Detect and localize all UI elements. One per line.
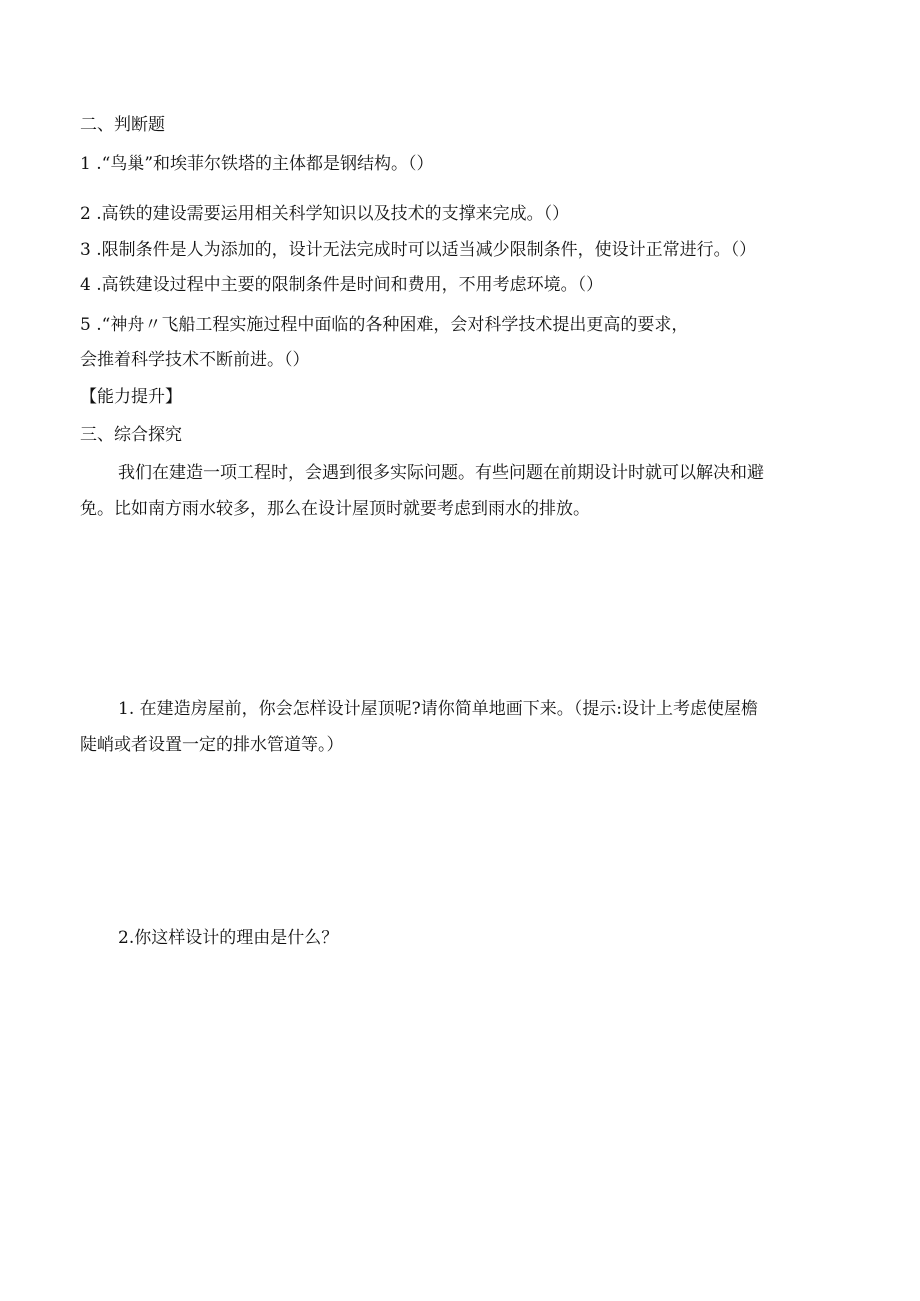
intro-line-2: 免。比如南方雨水较多，那么在设计屋顶时就要考虑到雨水的排放。 [80, 499, 590, 519]
question-1-line-2: 陡峭或者设置一定的排水管道等。） [80, 735, 344, 755]
judge-item-3: 3 .限制条件是人为添加的，设计无法完成时可以适当减少限制条件，使设计正常进行。（） [80, 240, 757, 260]
judge-item-4: 4 .高铁建设过程中主要的限制条件是时间和费用，不用考虑环境。（） [80, 275, 604, 295]
judge-item-5-cont: 会推着科学技术不断前进。（） [80, 350, 310, 370]
section2-heading: 二、判断题 [80, 115, 165, 135]
judge-item-1: 1 .“鸟巢”和埃菲尔铁塔的主体都是钢结构。（） [80, 154, 434, 174]
question-1-line-1: 1. 在建造房屋前，你会怎样设计屋顶呢?请你简单地画下来。（提示:设计上考虑使屋檐 [118, 699, 758, 719]
section3-heading: 三、综合探究 [80, 425, 182, 445]
intro-line-1: 我们在建造一项工程时，会遇到很多实际问题。有些问题在前期设计时就可以解决和避 [118, 463, 764, 483]
judge-item-5: 5 .“神舟〃飞船工程实施过程中面临的各种困难，会对科学技术提出更高的要求， [80, 315, 689, 335]
ability-heading: 【能力提升】 [80, 387, 182, 407]
question-2: 2.你这样设计的理由是什么？ [118, 928, 339, 948]
judge-item-2: 2 .高铁的建设需要运用相关科学知识以及技术的支撑来完成。（） [80, 204, 570, 224]
